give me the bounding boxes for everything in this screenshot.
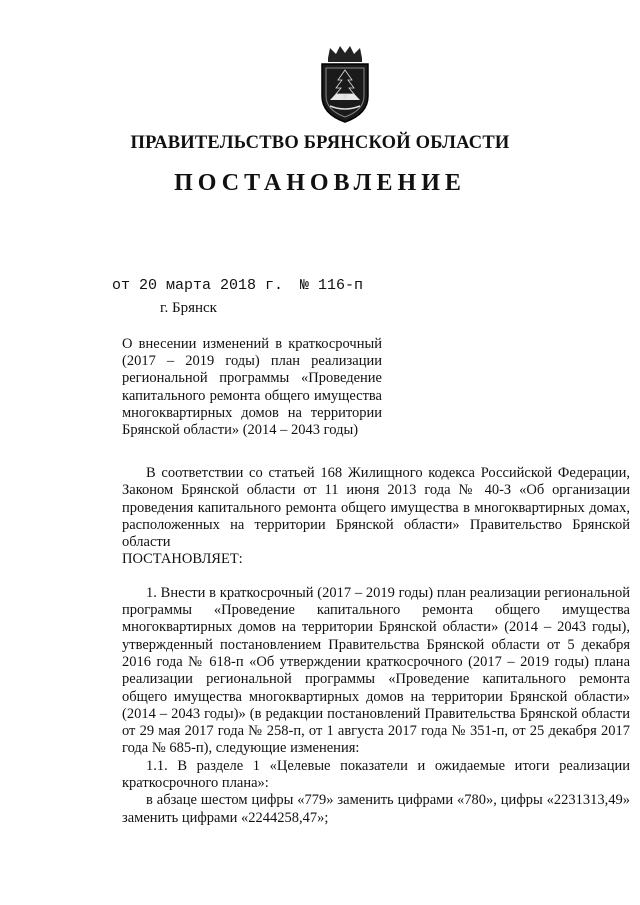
item-1-1-a-paragraph: в абзаце шестом цифры «779» заменить цифрами «780», цифры «2231313,49» заменить цифрами «2244258,47»; [122,792,630,826]
item-1-paragraph: 1. Внести в краткосрочный (2017 – 2019 годы) план реализации региональной программы «Проведение капитального ремонта общего имущества многоквартирных домов на территории Брянской области» (2014 – 2043 годы), утвержденный постановлением Правительства Брянской области от 5 декабря 2016 года № 618-п «Об утверждении краткосрочного (2017 – 2019 годы) плана реализации региональной программы «Проведение капитального ремонта общего имущества многоквартирных домов на территории Брянской области» (2014 – 2043 годы)» (в редакции постановлений Правительства Брянской области от 29 мая 2017 года № 258-п, от 1 августа 2017 года № 351-п, от 25 декабря 2017 года № 685-п), следующие изменения: [122,584,630,757]
document-body [122,465,630,827]
government-title: ПРАВИТЕЛЬСТВО БРЯНСКОЙ ОБЛАСТИ [130,133,510,153]
resolves-line: ПОСТАНОВЛЯЕТ: [122,551,243,568]
document-date: от 20 марта 2018 г. [112,277,284,294]
preamble-paragraph: В соответствии со статьей 168 Жилищного кодекса Российской Федерации, Законом Брянской области от 11 июня 2013 года № 40-З «Об организации проведения капитального ремонта общего имущества в многоквартирных домах, расположенных на территории Брянской области» Правительство Брянской области [122,465,630,551]
document-subject: О внесении изменений в краткосрочный (2017 – 2019 годы) план реализации региональной программы «Проведение капитального ремонта общего имущества многоквартирных домов на территории Брянской области» (2014 – 2043 годы) [122,336,382,439]
document-number: № 116-п [300,277,364,294]
item-1-1-paragraph: 1.1. В разделе 1 «Целевые показатели и ожидаемые итоги реализации краткосрочного плана»: [122,757,630,792]
document-type-title: ПОСТАНОВЛЕНИЕ [174,170,466,196]
document-city: г. Брянск [160,300,217,316]
coat-of-arms-emblem [316,44,374,124]
